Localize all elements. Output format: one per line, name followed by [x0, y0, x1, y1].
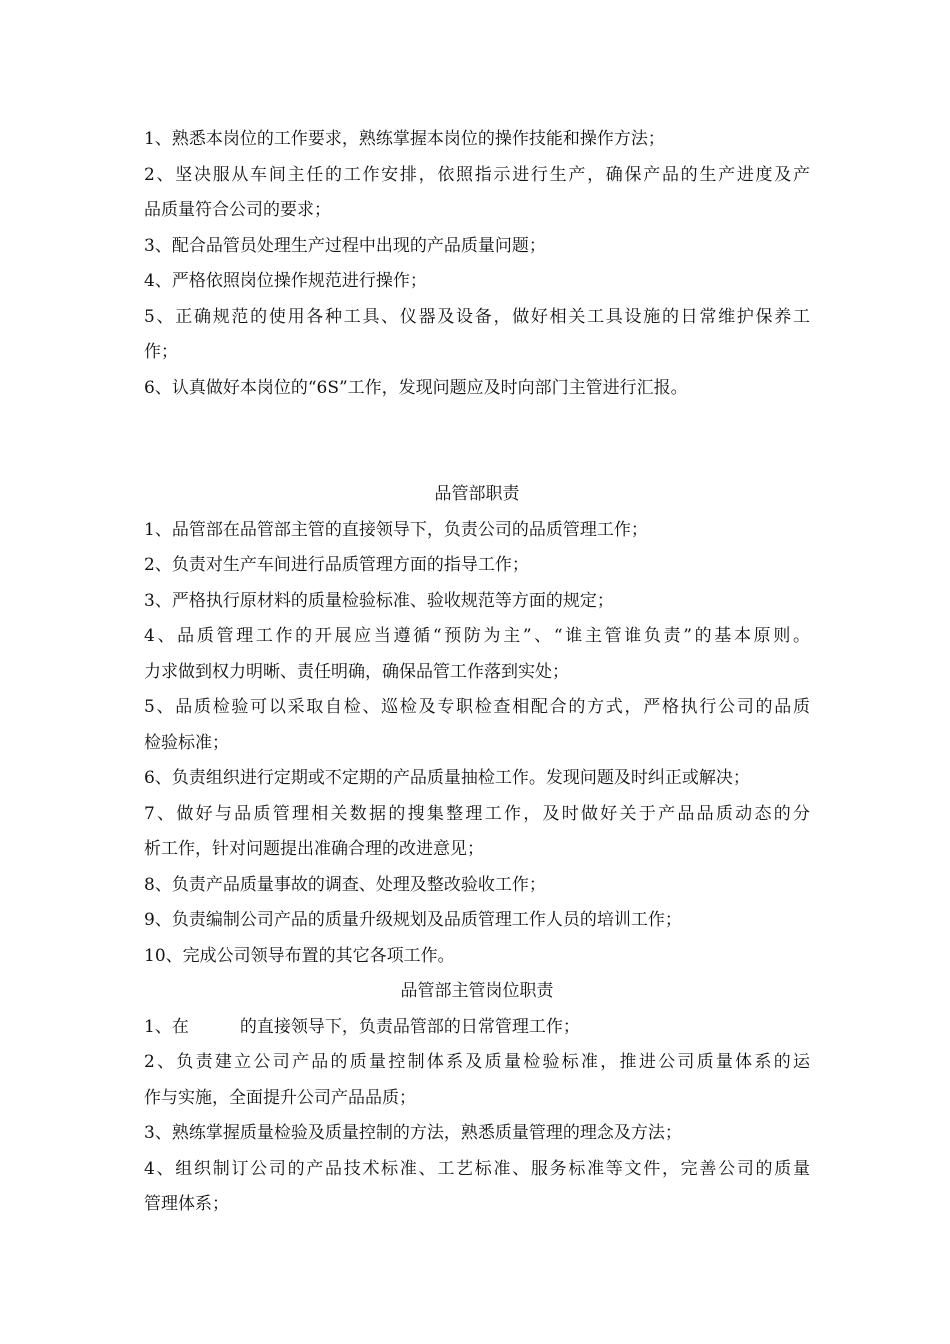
paragraph-line: 1、在 的直接领导下，负责品管部的日常管理工作；: [144, 1016, 580, 1037]
paragraph-line: 8、负责产品质量事故的调查、处理及整改验收工作；: [144, 874, 546, 895]
paragraph-line: 2、负责对生产车间进行品质管理方面的指导工作；: [144, 555, 529, 575]
paragraph-line: 3、熟练掌握质量检验及质量控制的方法，熟悉质量管理的理念及方法；: [144, 1123, 682, 1143]
document-body: [144, 122, 810, 1223]
paragraph-line: 检验标准；: [144, 732, 229, 753]
paragraph-line: 10、完成公司领导布置的其它各项工作。: [144, 945, 455, 966]
section-production-duties: [144, 122, 810, 406]
paragraph-line: 2、负责建立公司产品的质量控制体系及质量检验标准，推进公司质量体系的运: [144, 1052, 810, 1072]
paragraph-line: 7、做好与品质管理相关数据的搜集整理工作，及时做好关于产品品质动态的分: [144, 803, 810, 824]
section-title: 品管部主管岗位职责: [400, 981, 554, 1001]
paragraph-line: 6、负责组织进行定期或不定期的产品质量抽检工作。发现问题及时纠正或解决；: [144, 768, 750, 788]
paragraph-line: 力求做到权力明晰、责任明确，确保品管工作落到实处；: [144, 661, 569, 682]
section-title: 品管部职责: [434, 484, 520, 504]
paragraph-line: 析工作，针对问题提出准确合理的改进意见；: [144, 839, 484, 859]
paragraph-line: 1、熟悉本岗位的工作要求，熟练掌握本岗位的操作技能和操作方法；: [144, 129, 665, 149]
paragraph-line: 4、严格依照岗位操作规范进行操作；: [144, 271, 427, 291]
paragraph-line: 1、品管部在品管部主管的直接领导下，负责公司的品质管理工作；: [144, 519, 648, 540]
paragraph-line: 3、严格执行原材料的质量检验标准、验收规范等方面的规定；: [144, 590, 614, 611]
paragraph-line: 5、品质检验可以采取自检、巡检及专职检查相配合的方式，严格执行公司的品质: [144, 697, 810, 717]
paragraph-line: 作与实施，全面提升公司产品品质；: [144, 1087, 416, 1108]
paragraph-line: 作；: [144, 342, 178, 362]
paragraph-line: 6、认真做好本岗位的“6S”工作，发现问题应及时向部门主管进行汇报。: [144, 377, 688, 398]
section-qc-manager-duties: [144, 974, 810, 1223]
section-qc-department-duties: [144, 477, 810, 974]
paragraph-line: 9、负责编制公司产品的质量升级规划及品质管理工作人员的培训工作；: [144, 910, 682, 930]
paragraph-line: 3、配合品管员处理生产过程中出现的产品质量问题；: [144, 235, 546, 256]
paragraph-line: 2、坚决服从车间主任的工作安排，依照指示进行生产，确保产品的生产进度及产: [144, 164, 810, 185]
section-spacer: [144, 406, 810, 477]
paragraph-line: 4、品质管理工作的开展应当遵循“预防为主”、“谁主管谁负责”的基本原则。: [144, 626, 810, 646]
paragraph-line: 4、组织制订公司的产品技术标准、工艺标准、服务标准等文件，完善公司的质量: [144, 1158, 810, 1179]
paragraph-line: 管理体系；: [144, 1194, 229, 1214]
paragraph-line: 品质量符合公司的要求；: [144, 200, 331, 220]
paragraph-line: 5、正确规范的使用各种工具、仪器及设备，做好相关工具设施的日常维护保养工: [144, 306, 810, 327]
